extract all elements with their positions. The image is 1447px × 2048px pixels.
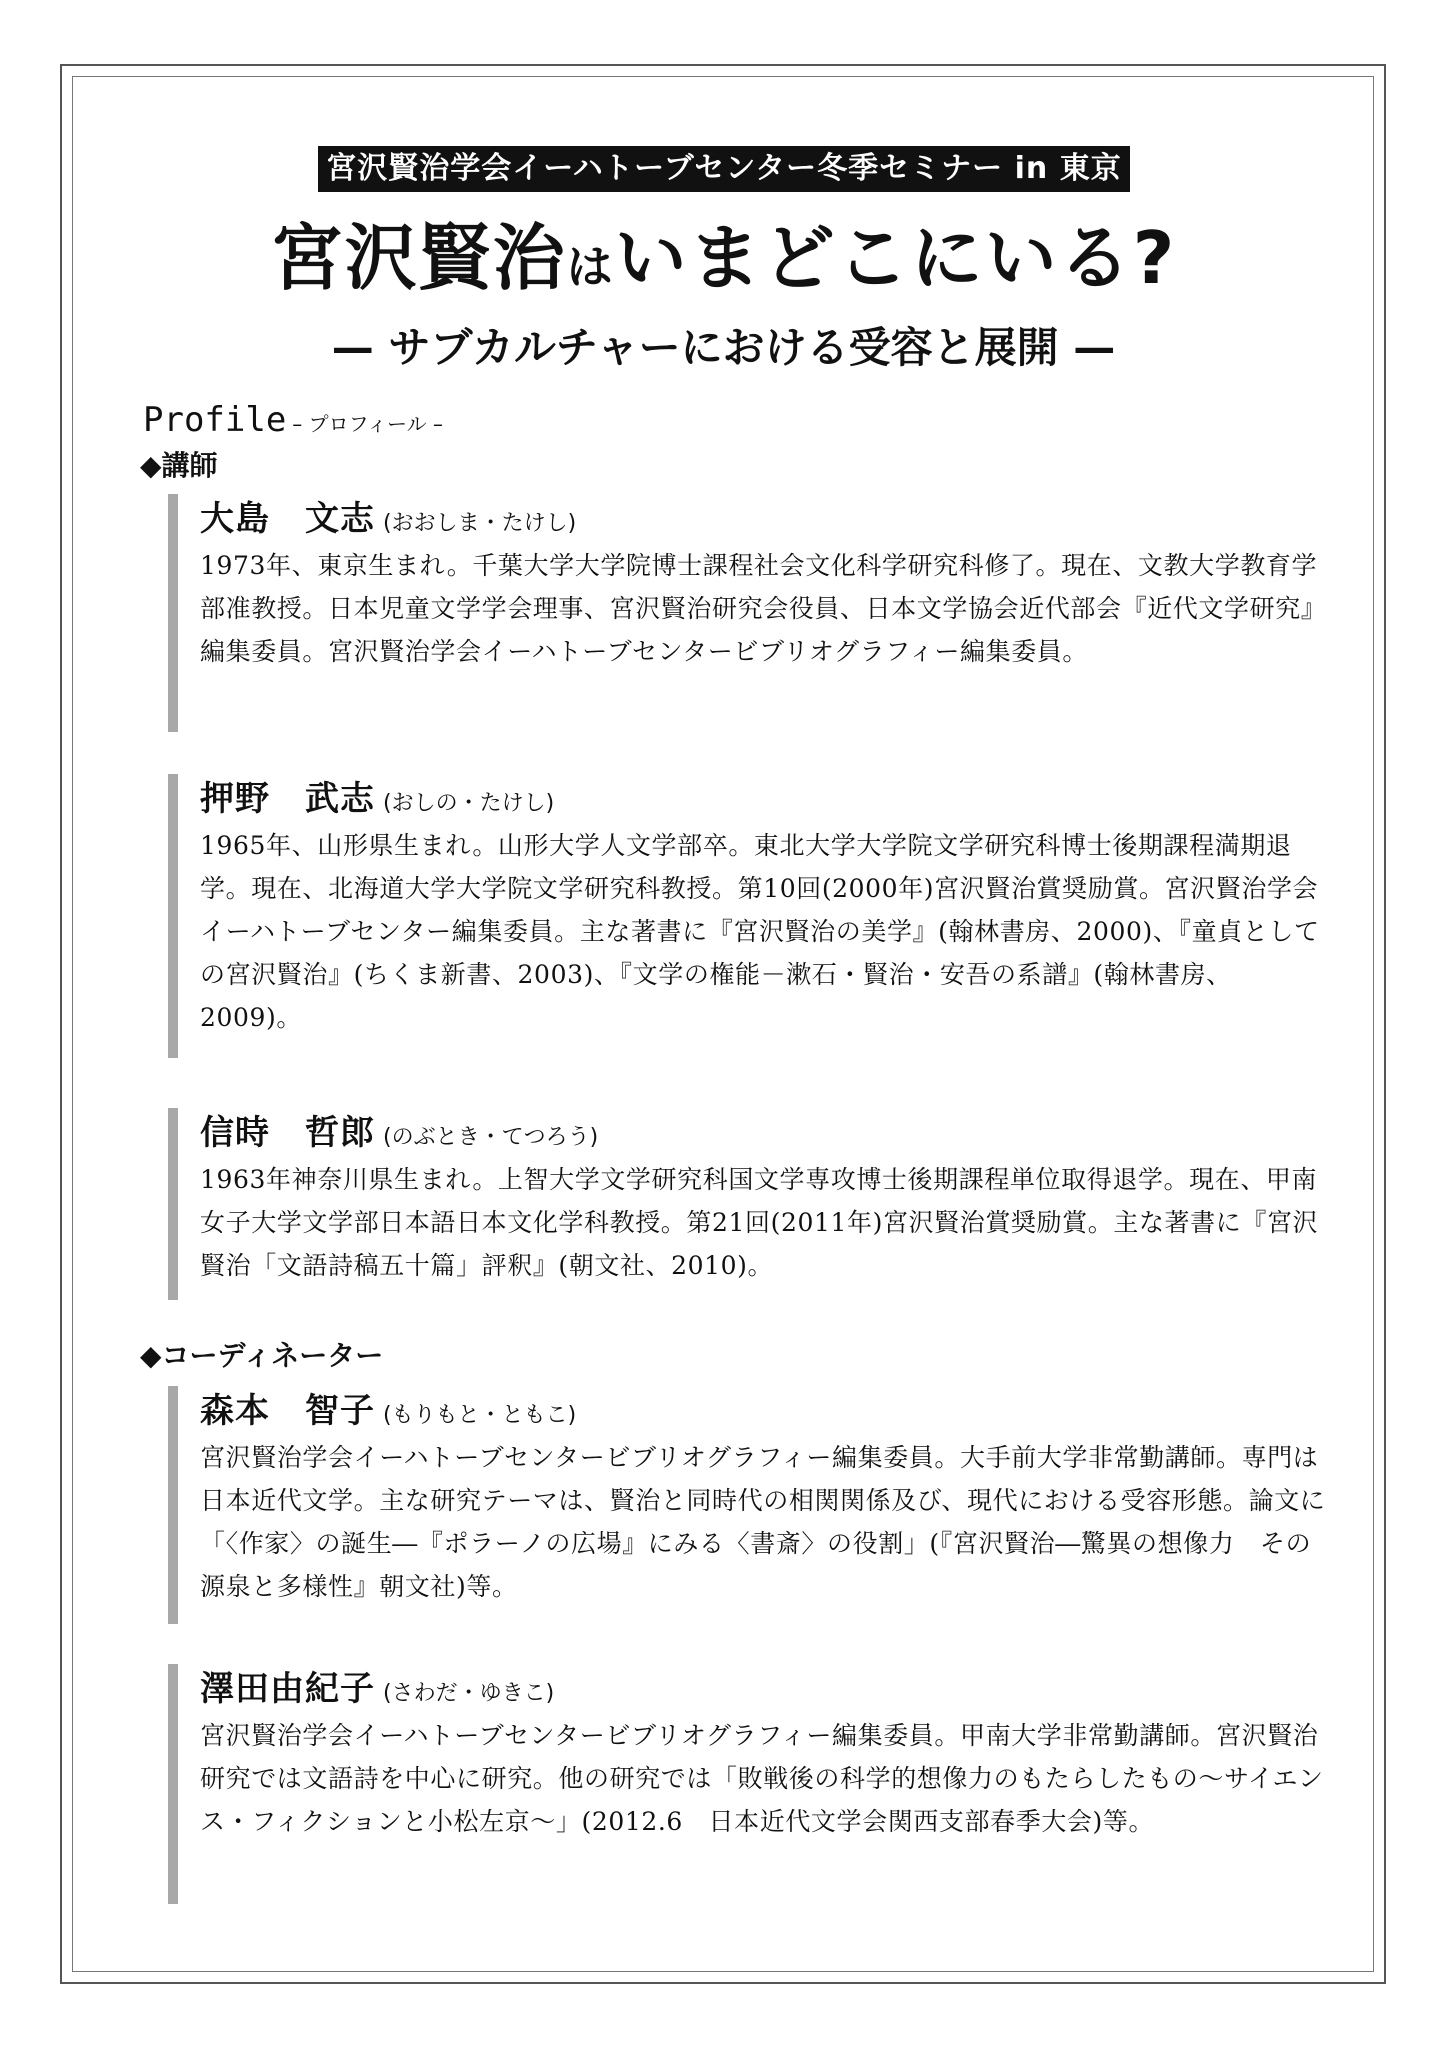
profile-heading: [143, 396, 443, 444]
person-reading: (おおしま・たけし): [383, 511, 577, 536]
profile-label-jp: – プロフィール –: [292, 412, 444, 436]
profile-entry-oshima: [168, 494, 1328, 732]
person-name: 押野 武志: [200, 779, 375, 819]
profile-entry-oshino: [168, 774, 1328, 1058]
person-bio: 宮沢賢治学会イーハトーブセンタービブリオグラフィー編集委員。大手前大学非常勤講師。専門は日本近代文学。主な研究テーマは、賢治と同時代の相関関係及び、現代における受容形態。論文に「〈作家〉の誕生―『ポラーノの広場』にみる〈書斎〉の役割」(『宮沢賢治―驚異の想像力 その源泉と多様性』朝文社)等。: [200, 1443, 1326, 1601]
person-name: 森本 智子: [200, 1391, 375, 1431]
person-reading: (のぶとき・てつろう): [383, 1125, 599, 1150]
person-name: 澤田由紀子: [200, 1669, 375, 1709]
section-label-lecturers: ◆講師: [140, 449, 218, 482]
main-title: [0, 208, 1447, 317]
section-label-coordinators: ◆コーディネーター: [140, 1339, 384, 1372]
subtitle: — サブカルチャーにおける受容と展開 —: [331, 323, 1116, 372]
profile-label: Profile: [143, 400, 287, 440]
name-line: [200, 1386, 1328, 1436]
person-reading: (おしの・たけし): [383, 791, 555, 816]
profile-entry-morimoto: [168, 1386, 1328, 1624]
main-title-part-2: いまどこにいる?: [614, 216, 1177, 300]
name-line: [200, 494, 1328, 544]
main-title-part-1: 宮沢賢治: [270, 216, 567, 300]
person-bio: 1963年神奈川県生まれ。上智大学文学研究科国文学専攻博士後期課程単位取得退学。現在、甲南女子大学文学部日本語日本文化学科教授。第21回(2011年)宮沢賢治賞奨励賞。主な著書に『宮沢賢治「文語詩稿五十篇」評釈』(朝文社、2010)。: [200, 1165, 1319, 1280]
person-bio: 宮沢賢治学会イーハトーブセンタービブリオグラフィー編集委員。甲南大学非常勤講師。宮沢賢治研究では文語詩を中心に研究。他の研究では「敗戦後の科学的想像力のもたらしたもの～サイエンス・フィクションと小松左京～」(2012.6 日本近代文学会関西支部春季大会)等。: [200, 1721, 1324, 1836]
person-bio: 1965年、山形県生まれ。山形大学人文学部卒。東北大学大学院文学研究科博士後期課程満期退学。現在、北海道大学大学院文学研究科教授。第10回(2000年)宮沢賢治賞奨励賞。宮沢賢治学会イーハトーブセンター編集委員。主な著書に『宮沢賢治の美学』(翰林書房、2000)、『童貞としての宮沢賢治』(ちくま新書、2003)、『文学の権能－漱石・賢治・安吾の系譜』(翰林書房、2009)。: [200, 831, 1320, 1032]
name-line: [200, 1108, 1328, 1158]
person-name: 信時 哲郎: [200, 1113, 375, 1153]
profile-entry-nobutoki: [168, 1108, 1328, 1300]
person-reading: (もりもと・ともこ): [383, 1403, 577, 1428]
person-reading: (さわだ・ゆきこ): [383, 1681, 555, 1706]
name-line: [200, 1664, 1328, 1714]
name-line: [200, 774, 1328, 824]
seminar-banner: 宮沢賢治学会イーハトーブセンター冬季セミナー in 東京: [318, 146, 1130, 192]
profile-entry-sawada: [168, 1664, 1328, 1904]
person-name: 大島 文志: [200, 499, 375, 539]
main-title-particle: は: [566, 240, 615, 294]
person-bio: 1973年、東京生まれ。千葉大学大学院博士課程社会文化科学研究科修了。現在、文教大学教育学部准教授。日本児童文学学会理事、宮沢賢治研究会役員、日本文学協会近代部会『近代文学研究』編集委員。宮沢賢治学会イーハトーブセンタービブリオグラフィー編集委員。: [200, 551, 1327, 666]
